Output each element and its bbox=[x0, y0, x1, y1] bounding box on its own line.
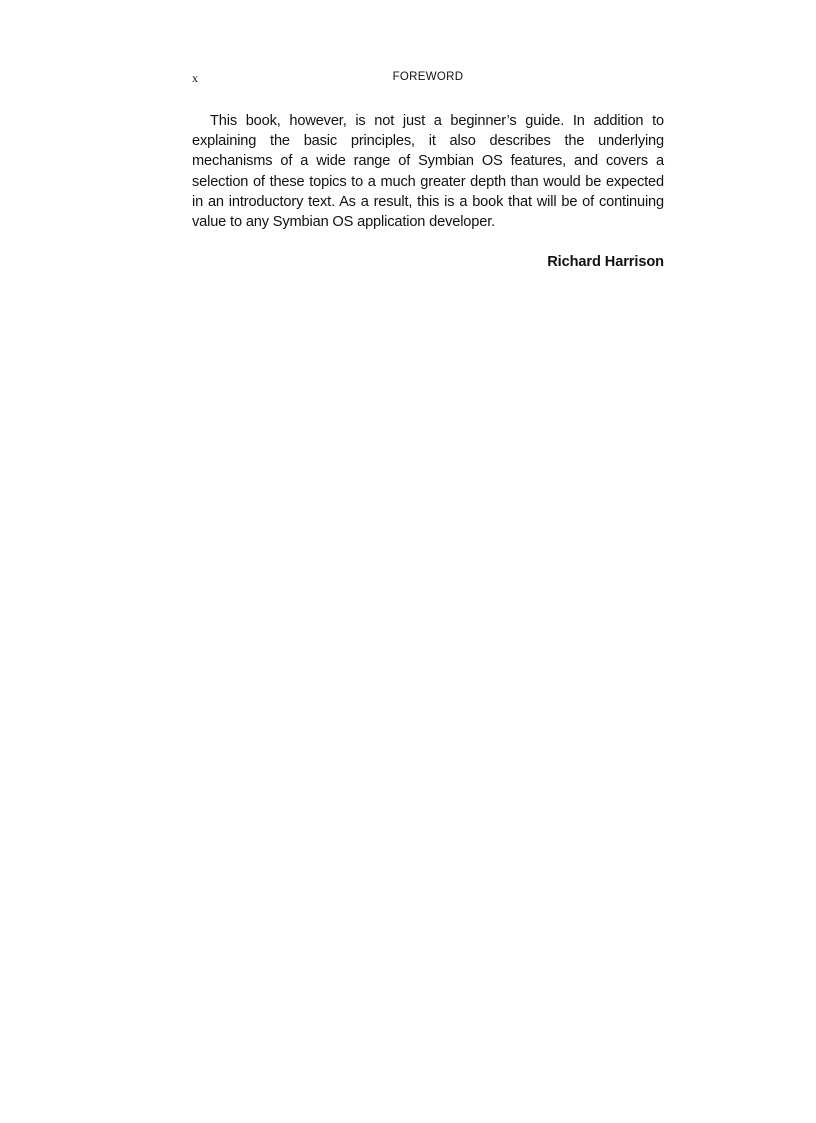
section-title: FOREWORD bbox=[392, 71, 464, 83]
page-number: x bbox=[192, 71, 199, 85]
author-signature: Richard Harrison bbox=[547, 254, 664, 270]
body-paragraph: This book, however, is not just a beginner’s guide. In addition to explaining the basic principles, it also describes the underlying mechanisms of a wide range of Symbian OS features, and covers a selection of these topics to a much greater depth than would be expected in an introductory text. As a result, this is a book that will be of continuing value to any Symbian OS application developer. bbox=[192, 113, 664, 231]
running-head bbox=[192, 71, 664, 89]
